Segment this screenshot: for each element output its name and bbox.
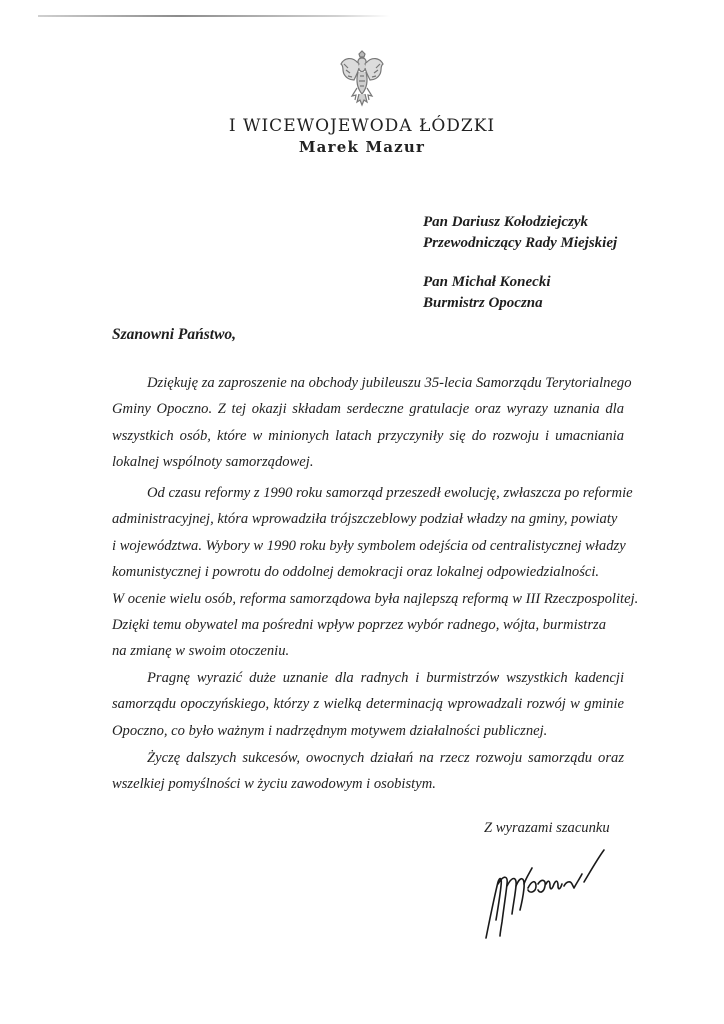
paragraph-line: Opoczno, co było ważnym i nadrzędnym motywem działalności publicznej.: [112, 722, 548, 739]
paragraph-line: Życzę dalszych sukcesów, owocnych działań na rzecz rozwoju samorządu oraz: [147, 750, 624, 766]
paragraph-line: wszystkich osób, które w minionych latach przyczyniły się do rozwoju i umacniania: [112, 427, 624, 444]
letter-paragraph: [112, 370, 632, 476]
paragraph-line: Gminy Opoczno. Z tej okazji składam serdeczne gratulacje oraz wyrazy uznania dla: [112, 401, 624, 418]
salutation: Szanowni Państwo,: [112, 326, 237, 343]
paragraph-line: administracyjnej, która wprowadziła trójszczeblowy podział władzy na gminy, powiaty: [112, 511, 618, 528]
paragraph-line: i województwa. Wybory w 1990 roku były symbolem odejścia od centralistycznej władzy: [112, 537, 626, 554]
paragraph-line: lokalnej wspólnoty samorządowej.: [112, 454, 314, 471]
paragraph-line: Od czasu reformy z 1990 roku samorząd przeszedł ewolucję, zwłaszcza po reformie: [147, 485, 633, 501]
handwritten-signature: [470, 848, 620, 948]
recipient-title: Przewodniczący Rady Miejskiej: [423, 235, 618, 251]
letterhead-name: Marek Mazur: [298, 138, 426, 156]
letter-paragraph: [112, 745, 624, 798]
closing-phrase: Z wyrazami szacunku: [484, 820, 610, 836]
paragraph-line: Dziękuję za zaproszenie na obchody jubileuszu 35-lecia Samorządu Terytorialnego: [147, 375, 632, 391]
polish-eagle-emblem-icon: [338, 50, 386, 108]
recipient-name: Pan Michał Konecki: [423, 274, 551, 290]
recipient-block: [423, 272, 551, 314]
letter-paragraph: [112, 665, 624, 744]
recipient-block: [423, 212, 617, 254]
letter-paragraph: [112, 480, 639, 665]
paragraph-line: Pragnę wyrazić duże uznanie dla radnych i burmistrzów wszystkich kadencji: [147, 670, 624, 686]
paragraph-line: wszelkiej pomyślności w życiu zawodowym i osobistym.: [112, 776, 436, 793]
scan-artifact-line: [38, 15, 390, 17]
paragraph-line: W ocenie wielu osób, reforma samorządowa była najlepszą reformą w III Rzeczpospolitej.: [112, 590, 639, 607]
recipient-title: Burmistrz Opoczna: [423, 295, 543, 311]
paragraph-line: samorządu opoczyńskiego, którzy z wielką determinacją wprowadzali rozwój w gminie: [112, 696, 624, 713]
paragraph-line: na zmianę w swoim otoczeniu.: [112, 643, 290, 660]
letterhead-title: I WICEWOJEWODA ŁÓDZKI: [228, 116, 496, 136]
paragraph-line: komunistycznej i powrotu do oddolnej demokracji oraz lokalnej odpowiedzialności.: [112, 564, 600, 581]
paragraph-line: Dzięki temu obywatel ma pośredni wpływ poprzez wybór radnego, wójta, burmistrza: [112, 617, 607, 634]
recipient-name: Pan Dariusz Kołodziejczyk: [423, 214, 589, 230]
